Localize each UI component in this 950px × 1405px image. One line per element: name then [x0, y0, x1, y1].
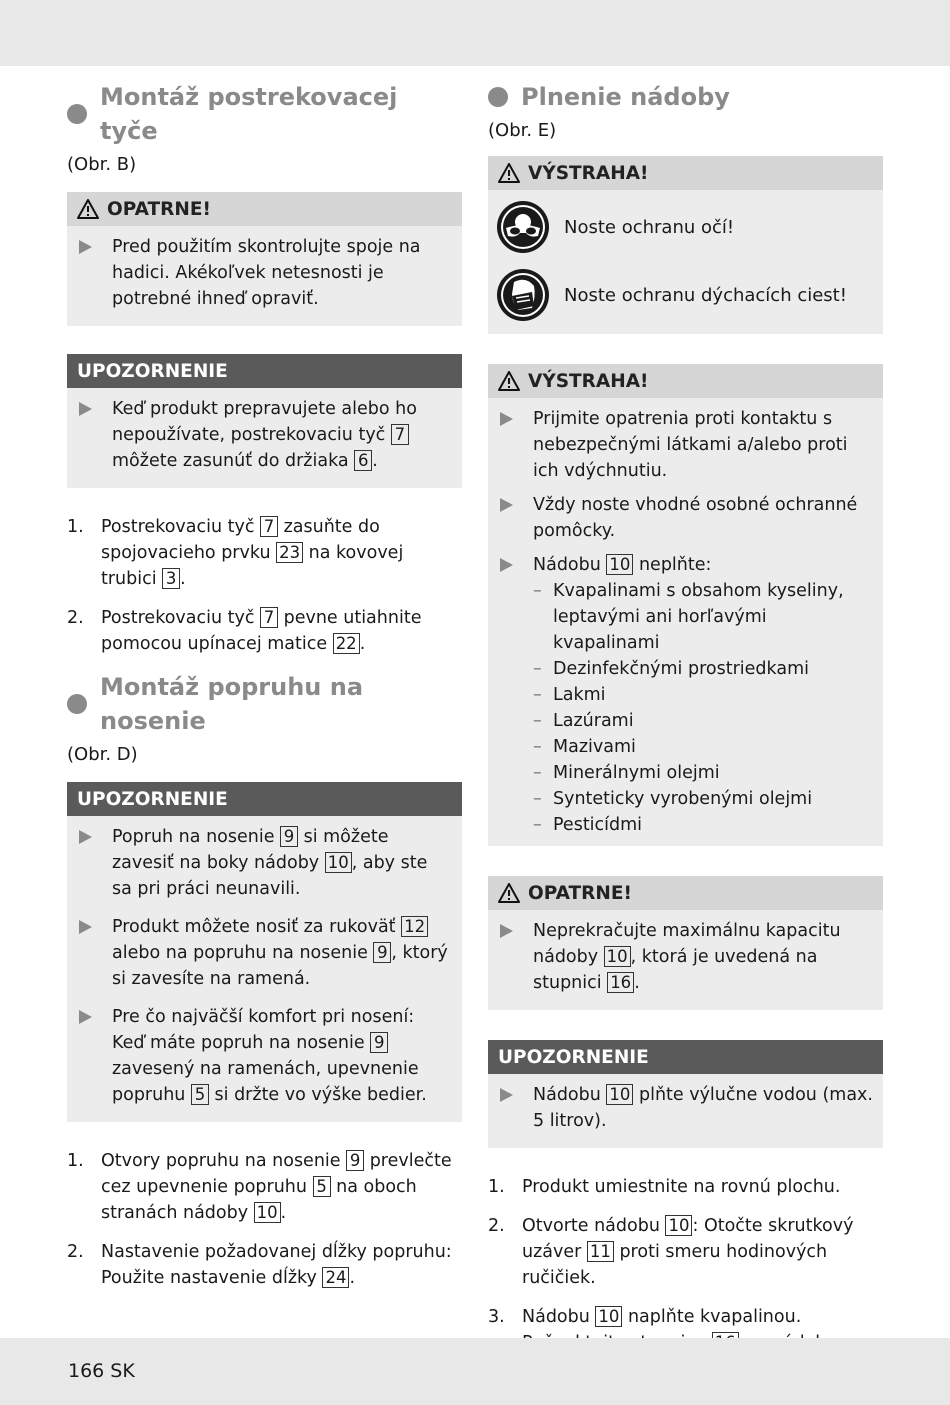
bullet-item	[77, 396, 452, 474]
dash-list-item	[533, 812, 873, 838]
dash-list-item	[533, 708, 873, 734]
text-fragment: Produkt môžete nosiť za rukoväť	[112, 917, 402, 937]
reference-number: 23	[276, 542, 303, 563]
caution-box	[488, 876, 883, 1010]
reference-number: 5	[191, 1084, 209, 1105]
bullet-item	[498, 1082, 873, 1134]
reference-number: 12	[401, 916, 428, 937]
arrow-icon	[500, 924, 513, 938]
dash-item-text: Synteticky vyrobenými olejmi	[553, 789, 813, 809]
dash-glyph: –	[533, 763, 542, 783]
text-fragment: Otvorte nádobu	[522, 1216, 666, 1236]
bullet-item: Prijmite opatrenia proti kontaktu s nebezpečnými látkami a/alebo proti ich vdýchnutiu.	[498, 406, 873, 484]
text-fragment: .	[372, 451, 378, 471]
text-fragment: Keď produkt prepravujete alebo ho nepoužívate, postrekovaciu tyč	[112, 399, 417, 445]
text-fragment: proti smeru hodinových ručičiek.	[522, 1242, 828, 1288]
text-fragment: si môžete zavesiť na boky nádoby	[112, 827, 389, 873]
arrow-icon	[79, 240, 92, 254]
step-item: 2. Postrekovaciu tyč 7 pevne utiahnite pomocou upínacej matice 22 .	[67, 608, 422, 654]
text-fragment: Neprekračujte maximálnu kapacitu nádoby	[533, 921, 841, 967]
arrow-icon	[500, 558, 513, 572]
dash-item-text: Lakmi	[553, 685, 606, 705]
text-fragment: zasuňte do spojovacieho prvku	[101, 517, 380, 563]
bullet-item	[77, 824, 452, 902]
reference-number: 10	[606, 554, 633, 575]
arrow-icon	[79, 920, 92, 934]
text-fragment: plňte výlučne vodou (max. 5 litrov).	[533, 1085, 873, 1131]
dash-item-text: Lazúrami	[553, 711, 634, 731]
steps-list	[67, 1148, 462, 1291]
bullet-item	[77, 914, 452, 992]
warning-triangle-icon	[498, 883, 520, 903]
dash-glyph: –	[533, 815, 542, 835]
section-heading-spray-rod: Montáž postrekovacej tyče	[67, 80, 462, 148]
bullet-item: Vždy noste vhodné osobné ochranné pomôcky.	[498, 492, 873, 544]
notice-box	[67, 354, 462, 488]
right-column	[488, 80, 883, 1369]
reference-number: 10	[254, 1202, 281, 1223]
reference-number: 9	[280, 826, 298, 847]
dash-list-item	[533, 734, 873, 760]
dash-glyph: –	[533, 659, 542, 679]
figure-ref: (Obr. E)	[488, 120, 557, 141]
text-fragment: : Otočte skrutkový uzáver	[522, 1216, 854, 1262]
notice-box	[488, 1040, 883, 1148]
dash-glyph: –	[533, 789, 542, 809]
left-column	[67, 80, 462, 1304]
notice-header: UPOZORNENIE	[67, 782, 462, 816]
dash-glyph: –	[533, 711, 542, 731]
text-fragment: Otvory popruhu na nosenie	[101, 1151, 347, 1171]
arrow-icon	[79, 402, 92, 416]
reference-number: 6	[354, 450, 372, 471]
text-fragment: , aby ste sa pri práci neunavili.	[112, 853, 428, 899]
text-fragment: na oboch stranách nádoby	[101, 1177, 417, 1223]
reference-number: 9	[370, 1032, 388, 1053]
text-fragment: .	[359, 634, 366, 654]
text-fragment: , ktorý si zavesíte na ramená.	[112, 943, 448, 989]
text-fragment: neplňte:	[633, 555, 712, 575]
text-fragment: môžete zasunúť do držiaka	[112, 451, 355, 471]
figure-ref: (Obr. B)	[67, 154, 137, 175]
top-bar	[0, 0, 950, 66]
bullet-dot-icon	[67, 694, 87, 714]
text-fragment: Pre čo najväčší komfort pri nosení: Keď máte popruh na nosenie	[112, 1007, 415, 1053]
ppe-row: Noste ochranu očí!	[488, 190, 883, 262]
arrow-icon	[500, 412, 513, 426]
dash-list-item	[533, 656, 873, 682]
text-fragment: na kovovej trubici	[101, 543, 404, 589]
text-fragment: Nastavenie požadovanej dĺžky popruhu: Použite nastavenie dĺžky	[101, 1242, 452, 1288]
text-fragment: Nádobu	[533, 555, 607, 575]
notice-box	[67, 782, 462, 1122]
dash-list-item	[533, 786, 873, 812]
text-fragment: pevne utiahnite pomocou upínacej matice	[101, 608, 422, 654]
reference-number: 7	[391, 424, 409, 445]
text-fragment: Popruh na nosenie	[112, 827, 281, 847]
step-item: 2. Otvorte nádobu 10 : Otočte skrutkový uzáver 11 proti smeru hodinových ručičiek.	[488, 1216, 854, 1288]
text-fragment: .	[349, 1268, 356, 1288]
step-item: 1. Postrekovaciu tyč 7 zasuňte do spojovacieho prvku 23 na kovovej trubici 3 .	[67, 517, 404, 589]
respiratory-protection-icon	[496, 268, 550, 322]
bullet-item	[77, 1004, 452, 1108]
text-fragment: zavesený na ramenách, upevnenie popruhu	[112, 1059, 419, 1105]
step-item: 1. Produkt umiestnite na rovnú plochu.	[488, 1177, 841, 1197]
arrow-icon	[500, 498, 513, 512]
dash-list	[533, 578, 873, 838]
caution-header: OPATRNE!	[67, 192, 462, 226]
bullet-dot-icon	[488, 87, 508, 107]
text-fragment: .	[180, 569, 186, 589]
page-footer	[0, 1338, 950, 1405]
section-heading-strap: Montáž popruhu na nosenie	[67, 670, 462, 738]
dash-list-item	[533, 682, 873, 708]
dash-item-text: Minerálnymi olejmi	[553, 763, 720, 783]
bullet-item	[498, 552, 873, 838]
text-fragment: .	[280, 1203, 287, 1223]
page-number: 166 SK	[68, 1360, 135, 1382]
text-fragment: alebo na popruhu na nosenie	[112, 943, 374, 963]
steps-list	[67, 514, 462, 657]
dash-item-text: Pesticídmi	[553, 815, 643, 835]
steps-list	[488, 1174, 883, 1356]
reference-number: 10	[604, 946, 631, 967]
figure-ref: (Obr. D)	[67, 744, 138, 765]
caution-header: OPATRNE!	[488, 876, 883, 910]
dash-list-item	[533, 578, 873, 656]
reference-number: 10	[595, 1306, 622, 1327]
arrow-icon	[79, 830, 92, 844]
reference-number: 10	[665, 1215, 692, 1236]
notice-header: UPOZORNENIE	[67, 354, 462, 388]
reference-number: 9	[373, 942, 391, 963]
reference-number: 7	[260, 607, 278, 628]
reference-number: 7	[260, 516, 278, 537]
reference-number: 16	[607, 972, 634, 993]
notice-header: UPOZORNENIE	[488, 1040, 883, 1074]
arrow-icon	[500, 1088, 513, 1102]
reference-number: 11	[587, 1241, 614, 1262]
step-item: 1. Otvory popruhu na nosenie 9 prevlečte cez upevnenie popruhu 5 na oboch stranách nádoby 10 .	[67, 1151, 452, 1223]
bullet-item	[498, 918, 873, 996]
bullet-item: Pred použitím skontrolujte spoje na hadici. Akékoľvek netesnosti je potrebné ihneď opraviť.	[77, 234, 452, 312]
reference-number: 22	[333, 633, 360, 654]
text-fragment: Postrekovaciu tyč	[101, 608, 261, 628]
text-fragment: prevlečte cez upevnenie popruhu	[101, 1151, 452, 1197]
dash-item-text: Dezinfekčnými prostriedkami	[553, 659, 809, 679]
reference-number: 5	[313, 1176, 331, 1197]
warning-triangle-icon	[498, 163, 520, 183]
reference-number: 3	[162, 568, 180, 589]
step-item: 2. Nastavenie požadovanej dĺžky popruhu: Použite nastavenie dĺžky 24 .	[67, 1242, 452, 1288]
dash-glyph: –	[533, 685, 542, 705]
text-fragment: .	[634, 973, 640, 993]
warning-box-hazard	[488, 364, 883, 846]
dash-glyph: –	[533, 581, 542, 601]
text-fragment: si držte vo výške bedier.	[208, 1085, 427, 1105]
bullet-dot-icon	[67, 104, 87, 124]
text-fragment: Nádobu	[522, 1307, 596, 1327]
arrow-icon	[79, 1010, 92, 1024]
warning-triangle-icon	[77, 199, 99, 219]
dash-glyph: –	[533, 737, 542, 757]
dash-list-item	[533, 760, 873, 786]
warning-triangle-icon	[498, 371, 520, 391]
eye-protection-icon	[496, 200, 550, 254]
reference-number: 10	[606, 1084, 633, 1105]
reference-number: 24	[322, 1267, 349, 1288]
text-fragment: naplňte kvapalinou.	[627, 1307, 802, 1327]
reference-number: 10	[325, 852, 352, 873]
text-fragment: Nádobu	[533, 1085, 607, 1105]
step-item: 3. Nádobu 10 naplňte kvapalinou.	[488, 1304, 883, 1356]
warning-header: VÝSTRAHA!	[488, 364, 883, 398]
section-heading-filling: Plnenie nádoby	[488, 80, 883, 114]
caution-box	[67, 192, 462, 326]
text-fragment: Postrekovaciu tyč	[101, 517, 261, 537]
dash-item-text: Mazivami	[553, 737, 636, 757]
text-fragment: , ktorá je uvedená na stupnici	[533, 947, 818, 993]
warning-header: VÝSTRAHA!	[488, 156, 883, 190]
ppe-row: Noste ochranu dýchacích ciest!	[488, 262, 883, 334]
reference-number: 9	[346, 1150, 364, 1171]
warning-box-ppe	[488, 156, 883, 334]
dash-item-text: Kvapalinami s obsahom kyseliny, leptavými ani horľavými kvapalinami	[553, 581, 844, 653]
